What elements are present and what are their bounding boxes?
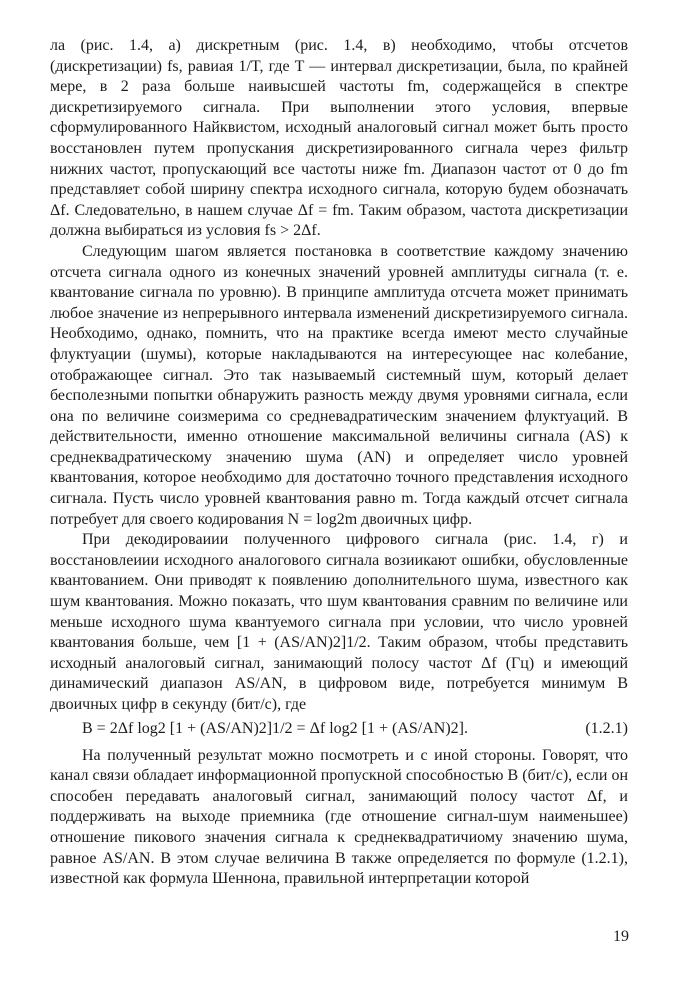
formula-1-2-1 (50, 718, 628, 740)
body-text (50, 36, 628, 890)
paragraph-3: При декодироваиии полученного цифрового сигнала (рис. 1.4, г) и восстановлеиии исходного аналогового сигнала возиикают ошибки, обусловленные квантованием. Они приводят к появлению дополнительного шума, известного как шум квантования. Можно показать, что шум квантования сравним по величине или меньше исходного шума квантуемого сигнала при условии, что число уровней квантования больше, чем [1 + (AS/AN)2]1/2. Таким образом, чтобы представить исходный аналоговый сигнал, занимающий полосу частот Δf (Гц) и имеющий динамический диапазон AS/AN, в цифровом виде, потребуется минимум B двоичных цифр в секунду (бит/с), где (50, 531, 628, 713)
paragraph-2: Следующим шагом является постановка в соответствие каждому значению отсчета сигнала одного из конечных значений уровней амплитуды сигнала (т. е. квантование сигнала по уровню). В принципе амплитуда отсчета может принимать любое значение из непрерывного интервала изменений дискретизируемого сигнала. Необходимо, однако, помнить, что на практике всегда имеют место случайные флуктуации (шумы), которые накладываются на интересующее нас колебание, отображающее сигнал. Это так называемый системный шум, который делает бесполезными попытки обнаружить разность между двумя уровнями сигнала, если она по величине соизмерима со средневадратическим значением флуктуаций. В действительности, именно отношение максимальной величины сигнала (AS) к среднеквадратическому значению шума (AN) и определяет число уровней квантования, которое необходимо для достаточно точного представления исходного сигнала. Пусть число уровней квантования равно m. Тогда каждый отсчет сигнала потребует для своего кодирования N = log2m двоичных цифр. (50, 242, 628, 528)
page-number: 19 (613, 928, 629, 945)
paragraph-4: На полученный результат можно посмотреть и с иной стороны. Говорят, что канал связи обладает информационной пропускной способностью B (бит/с), если он способен передавать аналоговый сигнал, занимающий полосу частот Δf, и поддерживать на выходе приемника (где отношение сигнал-шум наименьшее) отношение пикового значения сигнала к среднеквадратичиому значению шума, равное AS/AN. В этом случае величина B также определяется по формуле (1.2.1), известной как формула Шеннона, правильной интерпретации которой (50, 746, 628, 888)
formula-expression: B = 2Δf log2 [1 + (AS/AN)2]1/2 = Δf log2 [1 + (AS/AN)2]. (82, 719, 468, 737)
formula-number: (1.2.1) (585, 719, 628, 737)
paragraph-1: ла (рис. 1.4, а) дискретным (рис. 1.4, в) необходимо, чтобы отсчетов (дискретизации) fs, равиая 1/T, где T — интервал дискретизации, была, по крайней мере, в 2 раза больше наивысшей частоты fm, содержащейся в спектре дискретизируемого сигнала. При выполнении этого условия, впервые сформулированного Найквистом, исходный аналоговый сигнал может быть просто восстановлен путем пропускания дискретизированного сигнала через фильтр нижних частот, пропускающий все частоты ниже fm. Диапазон частот от 0 до fm представляет собой ширину спектра исходного сигнала, которую будем обозначать Δf. Следовательно, в нашем случае Δf = fm. Таким образом, частота дискретизации должна выбираться из условия fs > 2Δf. (50, 37, 628, 240)
